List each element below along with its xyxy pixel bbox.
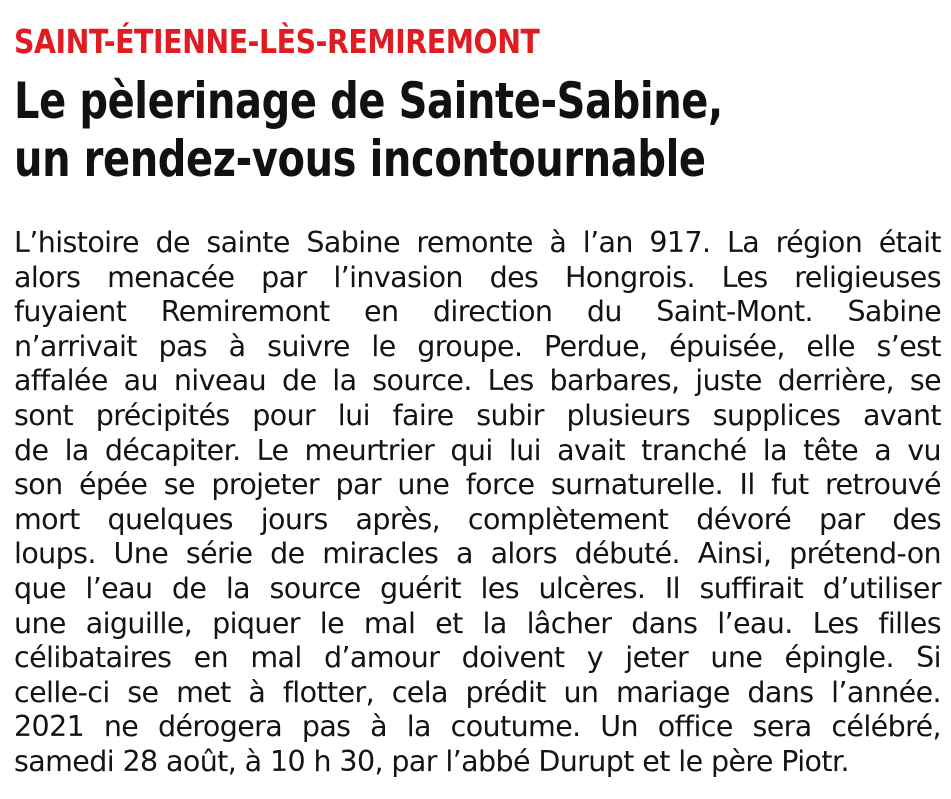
body-line: de la décapiter. Le meurtrier qui lui avait tranché la tête a vu bbox=[14, 433, 941, 467]
article-body bbox=[14, 226, 941, 780]
body-line: une aiguille, piquer le mal et la lâcher dans l’eau. Les filles bbox=[14, 606, 941, 640]
body-line: celle-ci se met à flotter, cela prédit un mariage dans l’année. bbox=[14, 675, 941, 709]
body-line: n’arrivait pas à suivre le groupe. Perdue, épuisée, elle s’est bbox=[14, 329, 941, 363]
body-line: sont précipités pour lui faire subir plusieurs supplices avant bbox=[14, 398, 941, 432]
body-line: L’histoire de sainte Sabine remonte à l’an 917. La région était bbox=[14, 226, 941, 259]
article-headline bbox=[14, 72, 900, 188]
headline-line: Le pèlerinage de Sainte-Sabine, bbox=[14, 72, 723, 130]
body-line: 2021 ne dérogera pas à la coutume. Un office sera célébré, bbox=[14, 710, 941, 744]
body-line: que l’eau de la source guérit les ulcères. Il suffirait d’utiliser bbox=[14, 571, 941, 605]
body-line: loups. Une série de miracles a alors débuté. Ainsi, prétend-on bbox=[14, 537, 941, 571]
article-kicker-location: SAINT-ÉTIENNE-LÈS-REMIREMONT bbox=[14, 22, 540, 61]
body-line: son épée se projeter par une force surnaturelle. Il fut retrouvé bbox=[14, 468, 941, 502]
body-line: fuyaient Remiremont en direction du Saint-Mont. Sabine bbox=[14, 295, 941, 329]
headline-line: un rendez-vous incontournable bbox=[14, 130, 706, 188]
body-line: alors menacée par l’invasion des Hongrois. Les religieuses bbox=[14, 260, 941, 294]
body-line: affalée au niveau de la source. Les barbares, juste derrière, se bbox=[14, 364, 941, 398]
body-line: samedi 28 août, à 10 h 30, par l’abbé Durupt et le père Piotr. bbox=[14, 744, 849, 778]
body-line: mort quelques jours après, complètement dévoré par des bbox=[14, 502, 941, 536]
body-line: célibataires en mal d’amour doivent y jeter une épingle. Si bbox=[14, 641, 941, 675]
